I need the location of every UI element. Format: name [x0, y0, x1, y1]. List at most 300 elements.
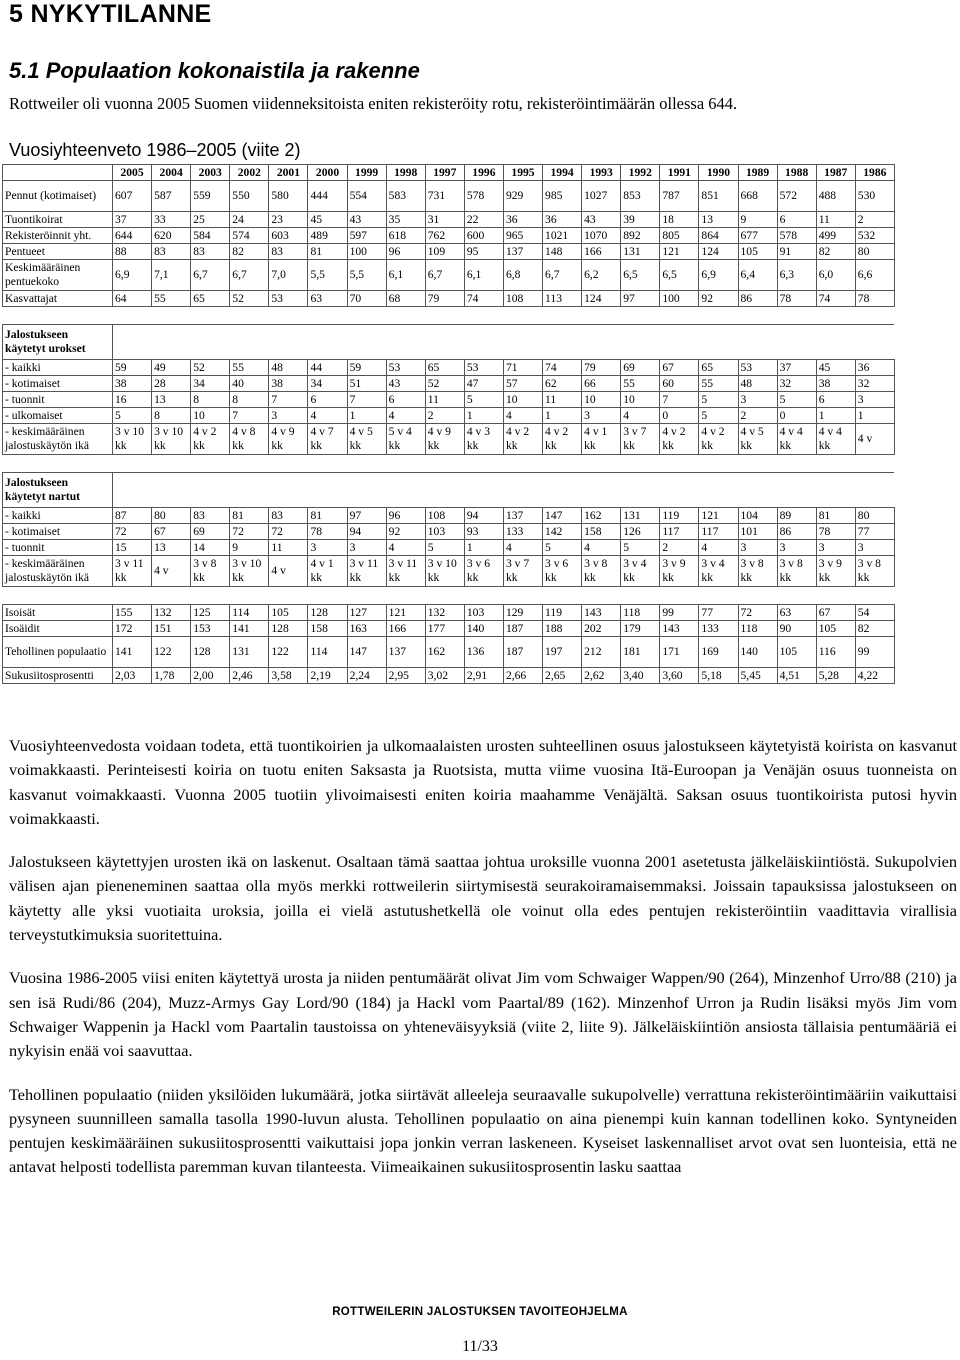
table-cell: 72: [269, 524, 308, 540]
table-cell: 55: [230, 360, 269, 376]
table-cell: 4 v: [152, 556, 191, 587]
year-header-cell: 2003: [191, 165, 230, 181]
table-cell: 90: [777, 621, 816, 637]
table-cell: 1021: [543, 228, 582, 244]
table-cell: 36: [543, 212, 582, 228]
table-cell: 125: [191, 605, 230, 621]
table-cell: 8: [152, 408, 191, 424]
table-cell: 3: [308, 540, 347, 556]
table-cell: 78: [777, 291, 816, 307]
year-header-cell: 1999: [347, 165, 386, 181]
table-cell: 444: [308, 181, 347, 212]
row-label: - tuonnit: [3, 392, 113, 408]
table-cell: 3 v 8 kk: [855, 556, 894, 587]
row-label: - kaikki: [3, 360, 113, 376]
table-cell: 4 v 2 kk: [503, 424, 542, 455]
table-cell: 78: [308, 524, 347, 540]
table-cell: 6: [386, 392, 425, 408]
table-cell: 122: [152, 637, 191, 668]
table-cell: 83: [269, 244, 308, 260]
table-row: [3, 244, 895, 260]
table-cell: 143: [582, 605, 621, 621]
table-cell: 6,3: [777, 260, 816, 291]
table-cell: 6: [308, 392, 347, 408]
table-cell: 187: [503, 637, 542, 668]
table-cell: 45: [308, 212, 347, 228]
table-cell: 3 v 7 kk: [503, 556, 542, 587]
table-cell: 108: [503, 291, 542, 307]
table-cell: 48: [738, 376, 777, 392]
table-cell: 4 v 9 kk: [425, 424, 464, 455]
table-cell: 677: [738, 228, 777, 244]
table-cell: 55: [621, 376, 660, 392]
year-header-cell: 1997: [425, 165, 464, 181]
table-cell: 94: [347, 524, 386, 540]
table-spacer-row: [3, 587, 895, 605]
table-cell: 117: [660, 524, 699, 540]
table-cell: 52: [230, 291, 269, 307]
table-cell: 131: [621, 244, 660, 260]
table-row: [3, 605, 895, 621]
table-cell: 93: [464, 524, 503, 540]
table-cell: 0: [777, 408, 816, 424]
section-label: Jalostukseen käytetyt urokset: [3, 325, 113, 360]
table-cell: 80: [855, 244, 894, 260]
row-label: Pennut (kotimaiset): [3, 181, 113, 212]
table-cell: 7: [269, 392, 308, 408]
table-cell: 140: [738, 637, 777, 668]
row-label: - keskimääräinen jalostuskäytön ikä: [3, 556, 113, 587]
table-cell: 105: [269, 605, 308, 621]
table-cell: 7: [347, 392, 386, 408]
section-heading: 5.1 Populaation kokonaistila ja rakenne: [9, 58, 420, 83]
table-cell: 4 v 7 kk: [308, 424, 347, 455]
table-cell: 169: [699, 637, 738, 668]
table-cell: 127: [347, 605, 386, 621]
table-cell: 3 v 8 kk: [738, 556, 777, 587]
table-spacer-row: [3, 307, 895, 325]
table-cell: 67: [660, 360, 699, 376]
table-cell: 74: [816, 291, 855, 307]
table-cell: 4: [386, 540, 425, 556]
table-cell: 5: [699, 392, 738, 408]
table-cell: 4: [621, 408, 660, 424]
table-row: [3, 291, 895, 307]
table-row: [3, 540, 895, 556]
table-cell: 3 v 11 kk: [347, 556, 386, 587]
table-cell: 1: [816, 408, 855, 424]
table-cell: 5: [543, 540, 582, 556]
table-cell: 11: [816, 212, 855, 228]
table-cell: 4 v 3 kk: [464, 424, 503, 455]
row-label: - kotimaiset: [3, 376, 113, 392]
table-cell: 128: [191, 637, 230, 668]
table-cell: 142: [543, 524, 582, 540]
table-cell: 7: [660, 392, 699, 408]
table-cell: 69: [621, 360, 660, 376]
table-cell: 38: [113, 376, 152, 392]
table-cell: 95: [464, 244, 503, 260]
table-cell: 3 v 9 kk: [816, 556, 855, 587]
year-header-cell: 1988: [777, 165, 816, 181]
table-cell: 64: [113, 291, 152, 307]
table-cell: 3: [738, 392, 777, 408]
table-cell: 2,24: [347, 668, 386, 684]
table-cell: 13: [699, 212, 738, 228]
table-cell: 929: [503, 181, 542, 212]
section-blank-cell: [113, 325, 895, 360]
table-cell: 34: [308, 376, 347, 392]
table-cell: 69: [191, 524, 230, 540]
table-cell: 1: [855, 408, 894, 424]
table-cell: 163: [347, 621, 386, 637]
table-cell: 11: [425, 392, 464, 408]
table-row: [3, 621, 895, 637]
table-cell: 499: [816, 228, 855, 244]
table-cell: 162: [582, 508, 621, 524]
table-row: [3, 668, 895, 684]
table-cell: 47: [464, 376, 503, 392]
intro-text: Rottweiler oli vuonna 2005 Suomen viidenneksitoista eniten rekisteröity rotu, rekisteröintimäärän ollessa 644.: [9, 94, 738, 113]
table-cell: 103: [464, 605, 503, 621]
table-cell: 100: [660, 291, 699, 307]
table-cell: 118: [621, 605, 660, 621]
table-cell: 97: [347, 508, 386, 524]
table-cell: 3 v 8 kk: [191, 556, 230, 587]
table-cell: 3,60: [660, 668, 699, 684]
table-cell: 83: [191, 244, 230, 260]
table-cell: 121: [660, 244, 699, 260]
table-cell: 151: [152, 621, 191, 637]
table-cell: 603: [269, 228, 308, 244]
table-cell: 668: [738, 181, 777, 212]
table-cell: 3 v 10 kk: [425, 556, 464, 587]
table-cell: 212: [582, 637, 621, 668]
table-cell: 618: [386, 228, 425, 244]
year-header-cell: 2004: [152, 165, 191, 181]
table-cell: 4: [503, 408, 542, 424]
section-label: Jalostukseen käytetyt nartut: [3, 473, 113, 508]
table-cell: 141: [113, 637, 152, 668]
table-cell: 31: [425, 212, 464, 228]
table-row: [3, 228, 895, 244]
table-cell: 65: [699, 360, 738, 376]
table-cell: 147: [543, 508, 582, 524]
body-text: [9, 734, 957, 1199]
table-cell: 109: [425, 244, 464, 260]
table-cell: 43: [386, 376, 425, 392]
table-cell: 166: [582, 244, 621, 260]
table-cell: 86: [777, 524, 816, 540]
table-cell: 113: [543, 291, 582, 307]
table-cell: 3 v 4 kk: [621, 556, 660, 587]
year-header-cell: 1994: [543, 165, 582, 181]
section-blank-cell: [113, 473, 895, 508]
table-cell: 607: [113, 181, 152, 212]
table-cell: 66: [582, 376, 621, 392]
table-cell: 489: [308, 228, 347, 244]
year-header-cell: 1992: [621, 165, 660, 181]
table-cell: 6,1: [386, 260, 425, 291]
table-cell: 57: [503, 376, 542, 392]
table-cell: 4 v 5 kk: [347, 424, 386, 455]
table-cell: 4: [699, 540, 738, 556]
table-cell: 126: [621, 524, 660, 540]
table-spacer-row: [3, 455, 895, 473]
table-cell: 104: [738, 508, 777, 524]
table-cell: 45: [816, 360, 855, 376]
table-cell: 119: [660, 508, 699, 524]
spacer-cell: [3, 587, 895, 605]
table-cell: 3: [347, 540, 386, 556]
table-cell: 8: [191, 392, 230, 408]
table-cell: 578: [777, 228, 816, 244]
table-cell: 74: [464, 291, 503, 307]
table-cell: 137: [503, 508, 542, 524]
document-footer: ROTTWEILERIN JALOSTUKSEN TAVOITEOHJELMA: [332, 1306, 628, 1318]
table-cell: 80: [152, 508, 191, 524]
table-row: [3, 408, 895, 424]
table-cell: 4 v 2 kk: [660, 424, 699, 455]
table-cell: 63: [777, 605, 816, 621]
table-cell: 53: [738, 360, 777, 376]
table-cell: 7,0: [269, 260, 308, 291]
table-cell: 72: [113, 524, 152, 540]
table-cell: 3 v 4 kk: [699, 556, 738, 587]
table-cell: 0: [660, 408, 699, 424]
table-cell: 1,78: [152, 668, 191, 684]
table-cell: 86: [738, 291, 777, 307]
spacer-cell: [3, 455, 895, 473]
table-row: [3, 508, 895, 524]
table-cell: 3 v 8 kk: [582, 556, 621, 587]
paragraph: Jalostukseen käytettyjen urosten ikä on laskenut. Osaltaan tämä saattaa johtua uroksille vuonna 2001 asetetusta jälkeläiskiintiöstä. Sukupolvien välisen ajan pieneneminen saattaa olla myös merkki rottweilerin siirtymisestä seurakoiramaisemmaksi. Joissain tapauksissa jalostukseen on käytetty alle yksi vuotiaita uroksia, joilla ei vielä astutushetkellä ole voinut olla edes pentujen rekisteröintiin vaadittavia virallisia terveystutkimuksia suoritettuina.: [9, 852, 957, 945]
table-cell: 3: [855, 540, 894, 556]
spacer-cell: [3, 307, 895, 325]
table-cell: 133: [699, 621, 738, 637]
table-cell: 99: [855, 637, 894, 668]
table-cell: 584: [191, 228, 230, 244]
table-row: [3, 424, 895, 455]
table-cell: 48: [269, 360, 308, 376]
table-cell: 122: [269, 637, 308, 668]
table-cell: 8: [230, 392, 269, 408]
table-cell: 202: [582, 621, 621, 637]
table-cell: 851: [699, 181, 738, 212]
table-cell: 10: [582, 392, 621, 408]
table-cell: 4: [386, 408, 425, 424]
table-cell: 133: [503, 524, 542, 540]
table-section-row: [3, 473, 895, 508]
table-cell: 54: [855, 605, 894, 621]
table-cell: 2,65: [543, 668, 582, 684]
table-cell: 2,00: [191, 668, 230, 684]
table-cell: 3: [582, 408, 621, 424]
table-cell: 583: [386, 181, 425, 212]
table-cell: 10: [621, 392, 660, 408]
table-cell: 3 v 8 kk: [777, 556, 816, 587]
table-cell: 3: [855, 392, 894, 408]
table-section-row: [3, 325, 895, 360]
table-cell: 59: [113, 360, 152, 376]
table-cell: 985: [543, 181, 582, 212]
table-cell: 132: [425, 605, 464, 621]
table-cell: 91: [777, 244, 816, 260]
table-cell: 188: [543, 621, 582, 637]
table-cell: 4: [308, 408, 347, 424]
table-cell: 137: [386, 637, 425, 668]
table-cell: 2,62: [582, 668, 621, 684]
table-cell: 89: [777, 508, 816, 524]
table-cell: 4 v 8 kk: [230, 424, 269, 455]
table-cell: 40: [230, 376, 269, 392]
table-cell: 6,9: [699, 260, 738, 291]
table-cell: 166: [386, 621, 425, 637]
table-cell: 83: [152, 244, 191, 260]
year-header-cell: 1993: [582, 165, 621, 181]
table-cell: 103: [425, 524, 464, 540]
table-cell: 79: [582, 360, 621, 376]
table-cell: 82: [855, 621, 894, 637]
table-cell: 3 v 10 kk: [113, 424, 152, 455]
table-cell: 92: [386, 524, 425, 540]
table-cell: 38: [269, 376, 308, 392]
table-cell: 5,5: [347, 260, 386, 291]
table-cell: 24: [230, 212, 269, 228]
table-cell: 530: [855, 181, 894, 212]
table-cell: 36: [855, 360, 894, 376]
table-cell: 4 v 2 kk: [543, 424, 582, 455]
table-cell: 5: [699, 408, 738, 424]
table-cell: 5,28: [816, 668, 855, 684]
table-cell: 1: [347, 408, 386, 424]
year-header-cell: 2001: [269, 165, 308, 181]
table-row: [3, 260, 895, 291]
row-label: - ulkomaiset: [3, 408, 113, 424]
table-row: [3, 212, 895, 228]
table-cell: 172: [113, 621, 152, 637]
table-cell: 100: [347, 244, 386, 260]
table-cell: 2: [738, 408, 777, 424]
table-cell: 587: [152, 181, 191, 212]
table-cell: 4 v 4 kk: [816, 424, 855, 455]
table-cell: 892: [621, 228, 660, 244]
table-cell: 3 v 10 kk: [152, 424, 191, 455]
table-cell: 3,40: [621, 668, 660, 684]
table-cell: 158: [582, 524, 621, 540]
table-cell: 121: [386, 605, 425, 621]
table-row: [3, 360, 895, 376]
table-row: [3, 524, 895, 540]
table-cell: 114: [308, 637, 347, 668]
table-cell: 5: [621, 540, 660, 556]
table-cell: 6,5: [621, 260, 660, 291]
table-cell: 187: [503, 621, 542, 637]
table-cell: 3 v 9 kk: [660, 556, 699, 587]
row-label: Isoäidit: [3, 621, 113, 637]
table-cell: 55: [152, 291, 191, 307]
table-cell: 2,95: [386, 668, 425, 684]
table-cell: 3: [738, 540, 777, 556]
table-cell: 162: [425, 637, 464, 668]
table-cell: 155: [113, 605, 152, 621]
table-cell: 77: [699, 605, 738, 621]
table-cell: 731: [425, 181, 464, 212]
table-cell: 16: [113, 392, 152, 408]
table-cell: 37: [113, 212, 152, 228]
paragraph: Vuosina 1986-2005 viisi eniten käytettyä urosta ja niiden pentumäärät olivat Jim vom Schwaiger Wappen/90 (264), Minzenhof Urro/88 (210) ja sen isä Rudi/86 (204), Muzz-Armys Gay Lord/90 (184) ja Hackl vom Paartal/89 (162). Minzenhof Urron ja Rudin lisäksi myös Jim vom Schwaiger Wappenin ja Hackl vom Paartalin taustoissa on yhteneväisyyksiä (viite 2, liite 9). Jälkeläiskiintiön ansiosta tällaisia pentumääriä ei nykyisin enää voi saavuttaa.: [9, 968, 957, 1061]
table-cell: 2,19: [308, 668, 347, 684]
table-cell: 25: [191, 212, 230, 228]
table-cell: 2,91: [464, 668, 503, 684]
table-cell: 51: [347, 376, 386, 392]
table-cell: 177: [425, 621, 464, 637]
table-cell: 6,1: [464, 260, 503, 291]
table-cell: 3: [269, 408, 308, 424]
table-cell: 11: [269, 540, 308, 556]
table-cell: 4 v 1 kk: [582, 424, 621, 455]
table-cell: 762: [425, 228, 464, 244]
table-cell: 53: [269, 291, 308, 307]
table-cell: 92: [699, 291, 738, 307]
table-cell: 6,7: [543, 260, 582, 291]
table-cell: 9: [230, 540, 269, 556]
table-cell: 3: [777, 540, 816, 556]
table-row: [3, 637, 895, 668]
year-header-cell: 1995: [503, 165, 542, 181]
table-cell: 181: [621, 637, 660, 668]
table-cell: 32: [777, 376, 816, 392]
year-header-cell: 1989: [738, 165, 777, 181]
table-cell: 36: [503, 212, 542, 228]
table-row: [3, 556, 895, 587]
table-cell: 11: [543, 392, 582, 408]
table-cell: 9: [738, 212, 777, 228]
table-cell: 2: [855, 212, 894, 228]
table-cell: 965: [503, 228, 542, 244]
table-cell: 141: [230, 621, 269, 637]
table-cell: 94: [464, 508, 503, 524]
table-cell: 105: [777, 637, 816, 668]
table-header-row: [3, 165, 895, 181]
table-cell: 4,51: [777, 668, 816, 684]
table-cell: 119: [543, 605, 582, 621]
row-label: Tuontikoirat: [3, 212, 113, 228]
table-cell: 34: [191, 376, 230, 392]
table-cell: 554: [347, 181, 386, 212]
table-cell: 5: [425, 540, 464, 556]
table-cell: 39: [621, 212, 660, 228]
table-cell: 105: [816, 621, 855, 637]
table-cell: 148: [543, 244, 582, 260]
row-label: Sukusiitosprosentti: [3, 668, 113, 684]
table-cell: 82: [816, 244, 855, 260]
table-cell: 67: [152, 524, 191, 540]
table-cell: 14: [191, 540, 230, 556]
table-cell: 43: [347, 212, 386, 228]
table-cell: 53: [464, 360, 503, 376]
table-cell: 574: [230, 228, 269, 244]
table-cell: 83: [191, 508, 230, 524]
table-cell: 597: [347, 228, 386, 244]
table-cell: 4 v: [855, 424, 894, 455]
table-cell: 4 v 1 kk: [308, 556, 347, 587]
table-cell: 559: [191, 181, 230, 212]
table-cell: 99: [660, 605, 699, 621]
year-header-cell: 1990: [699, 165, 738, 181]
table-cell: 6,4: [738, 260, 777, 291]
table-cell: 55: [699, 376, 738, 392]
